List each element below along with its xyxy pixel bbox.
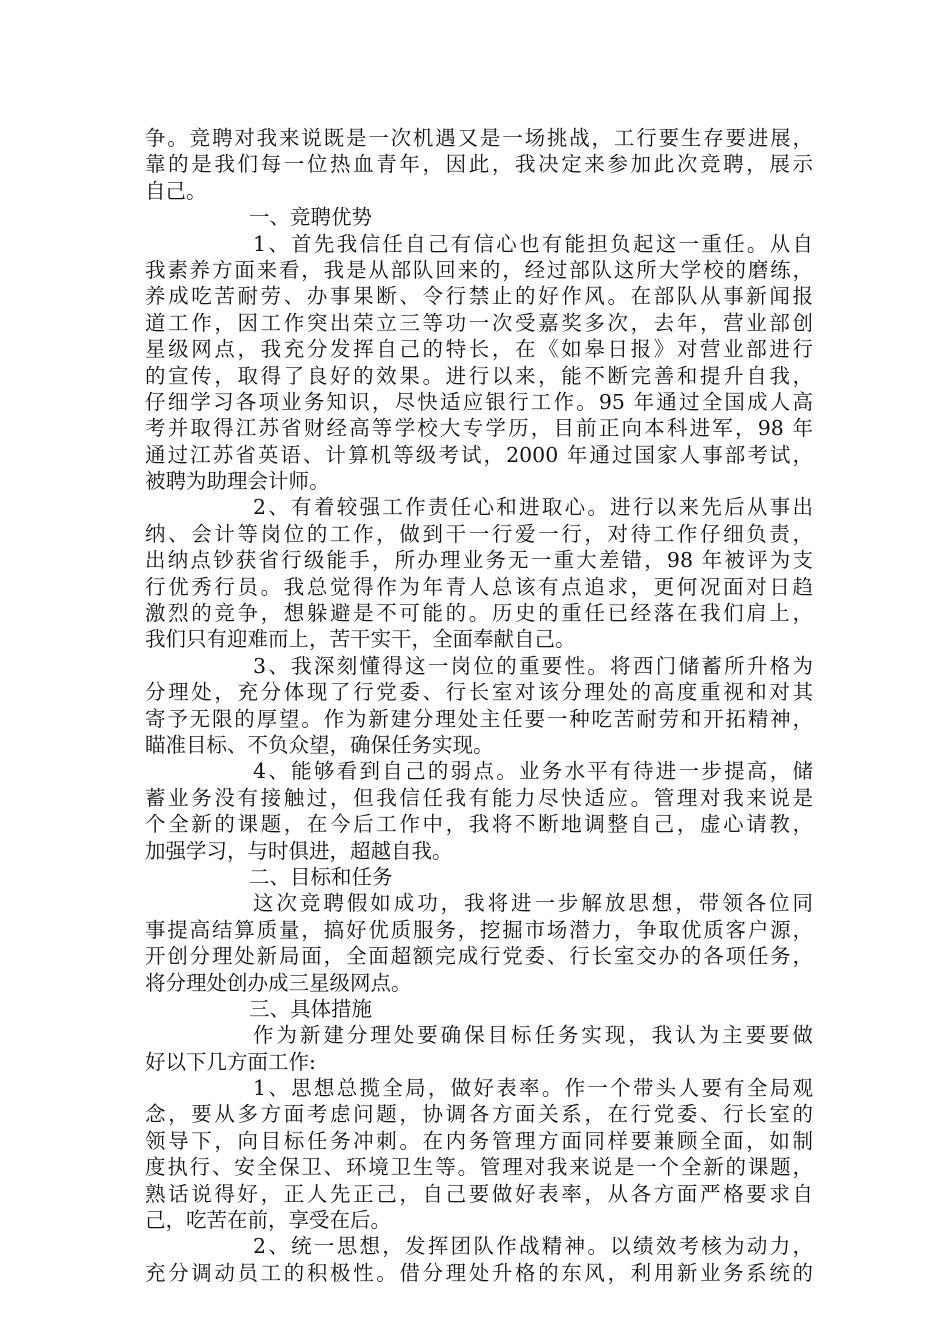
text-line: 靠的是我们每一位热血青年，因此，我决定来参加此次竞聘，展示	[145, 152, 813, 177]
text-line: 熟话说得好，正人先正己，自己要做好表率，从各方面严格要求自	[145, 1181, 813, 1206]
text-line: 己，吃苦在前，享受在后。	[145, 1208, 391, 1233]
text-line: 争。竞聘对我来说既是一次机遇又是一场挑战，工行要生存要进展，	[145, 126, 813, 150]
text-line: 被聘为助理会计师。	[145, 469, 330, 494]
section-heading: 一、竞聘优势	[249, 205, 372, 230]
text-line: 出纳点钞获省行级能手，所办理业务无一重大差错，98 年被评为支	[145, 548, 813, 573]
text-line: 事提高结算质量，搞好优质服务，挖掘市场潜力，争取优质客户源，	[145, 917, 813, 942]
text-line: 这次竞聘假如成功，我将进一步解放思想，带领各位同	[253, 891, 813, 916]
text-line: 道工作，因工作突出荣立三等功一次受嘉奖多次，去年，营业部创	[145, 310, 813, 335]
text-line: 2、有着较强工作责任心和进取心。进行以来先后从事出	[253, 495, 813, 520]
text-line: 我们只有迎难而上，苦干实干，全面奉献自己。	[145, 627, 576, 652]
text-line: 激烈的竞争，想躲避是不可能的。历史的重任已经落在我们肩上，	[145, 601, 813, 626]
text-line: 星级网点，我充分发挥自己的特长，在《如皋日报》对营业部进行	[145, 337, 813, 362]
text-line: 的宣传，取得了良好的效果。进行以来，能不断完善和提升自我，	[145, 363, 813, 388]
text-line: 仔细学习各项业务知识，尽快适应银行工作。95 年通过全国成人高	[145, 389, 813, 414]
text-line: 加强学习，与时俱进，超越自我。	[145, 838, 453, 863]
text-line: 通过江苏省英语、计算机等级考试，2000 年通过国家人事部考试，	[145, 442, 813, 467]
text-line: 瞄准目标、不负众望，确保任务实现。	[145, 732, 494, 757]
text-line: 养成吃苦耐劳、办事果断、令行禁止的好作风。在部队从事新闻报	[145, 284, 813, 309]
text-line: 念，要从多方面考虑问题，协调各方面关系，在行党委、行长室的	[145, 1102, 813, 1127]
text-line: 我素养方面来看，我是从部队回来的，经过部队这所大学校的磨练，	[145, 257, 813, 282]
text-line: 分理处，充分体现了行党委、行长室对该分理处的高度重视和对其	[145, 680, 813, 705]
text-line: 蓄业务没有接触过，但我信任我有能力尽快适应。管理对我来说是	[145, 785, 813, 810]
text-line: 充分调动员工的积极性。借分理处升格的东风，利用新业务系统的	[145, 1260, 813, 1285]
text-line: 3、我深刻懂得这一岗位的重要性。将西门储蓄所升格为	[253, 653, 813, 678]
text-line: 行优秀行员。我总觉得作为年青人总该有点追求，更何况面对日趋	[145, 574, 813, 599]
text-line: 作为新建分理处要确保目标任务实现，我认为主要要做	[253, 1023, 813, 1048]
text-line: 个全新的课题，在今后工作中，我将不断地调整自己，虚心请教，	[145, 812, 813, 837]
text-line: 考并取得江苏省财经高等学校大专学历，目前正向本科进军，98 年	[145, 416, 813, 441]
section-heading: 二、目标和任务	[249, 864, 393, 889]
text-line: 开创分理处新局面，全面超额完成行党委、行长室交办的各项任务，	[145, 944, 813, 969]
text-line: 好以下几方面工作:	[145, 1049, 316, 1074]
text-line: 自己。	[145, 178, 207, 203]
text-line: 寄予无限的厚望。作为新建分理处主任要一种吃苦耐劳和开拓精神，	[145, 706, 813, 731]
document-body	[145, 125, 813, 1286]
text-line: 将分理处创办成三星级网点。	[145, 970, 412, 995]
section-heading: 三、具体措施	[249, 996, 372, 1021]
text-line: 1、思想总揽全局，做好表率。作一个带头人要有全局观	[253, 1076, 813, 1101]
text-line: 4、能够看到自己的弱点。业务水平有待进一步提高，储	[253, 759, 813, 784]
text-line: 2、统一思想，发挥团队作战精神。以绩效考核为动力，	[253, 1234, 813, 1259]
text-line: 领导下，向目标任务冲刺。在内务管理方面同样要兼顾全面，如制	[145, 1128, 813, 1153]
text-line: 度执行、安全保卫、环境卫生等。管理对我来说是一个全新的课题，	[145, 1155, 813, 1180]
text-line: 纳、会计等岗位的工作，做到干一行爱一行，对待工作仔细负责，	[145, 521, 813, 546]
text-line: 1、首先我信任自己有信心也有能担负起这一重任。从自	[253, 231, 813, 256]
